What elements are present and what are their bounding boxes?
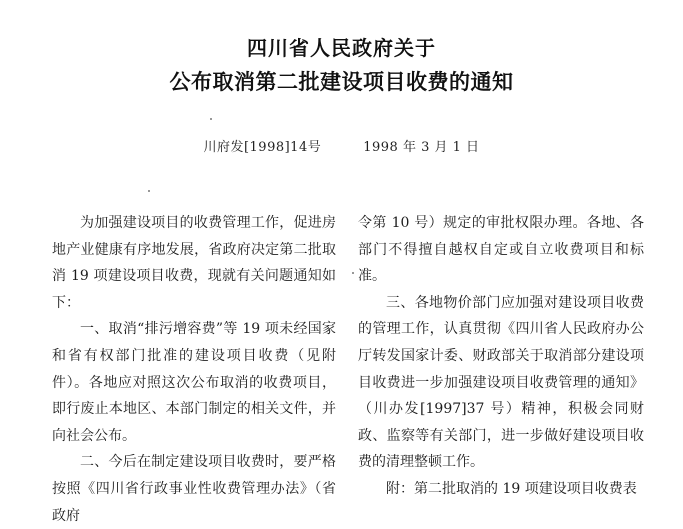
document-title-line-2: 公布取消第二批建设项目收费的通知 <box>169 70 514 94</box>
item-3-paragraph: 三、各地物价部门应加强对建设项目收费的管理工作，认真贯彻《四川省人民政府办公厅转发国家计委、财政部关于取消部分建设项目收费进一步加强建设项目收费管理的通知》（川办发[1997]37 号）精神，积极会同财政、监察等有关部门，进一步做好建设项目收费的清理整顿工作。 <box>358 294 644 471</box>
document-date: 1998 年 3 月 1 日 <box>363 140 480 155</box>
scan-speck <box>210 118 212 120</box>
document-header-meta <box>0 136 683 155</box>
document-number: 川府发[1998]14号 <box>203 140 322 155</box>
item-1-paragraph: 一、取消“排污增容费”等 19 项未经国家和省有权部门批准的建设项目收费（见附件）。各地应对照这次公布取消的收费项目，即行废止本地区、本部门制定的相关文件，并向社会公布。 <box>52 321 336 444</box>
attachment-note: 附：第二批取消的 19 项建设项目收费表 <box>386 480 637 497</box>
scan-speck <box>352 272 354 274</box>
intro-paragraph: 为加强建设项目的收费管理工作，促进房地产业健康有序地发展，省政府决定第二批取消 19 项建设项目收费，现就有关问题通知如下： <box>52 215 336 311</box>
left-column <box>52 210 336 529</box>
right-column <box>358 210 644 503</box>
document-title-line-1: 四川省人民政府关于 <box>247 36 436 60</box>
scan-speck <box>148 190 150 192</box>
item-2-paragraph: 二、今后在制定建设项目收费时，要严格按照《四川省行政事业性收费管理办法》（省政府 <box>52 454 336 524</box>
item-2-continuation: 令第 10 号）规定的审批权限办理。各地、各部门不得擅自越权自定或自立收费项目和标准。 <box>358 215 644 285</box>
